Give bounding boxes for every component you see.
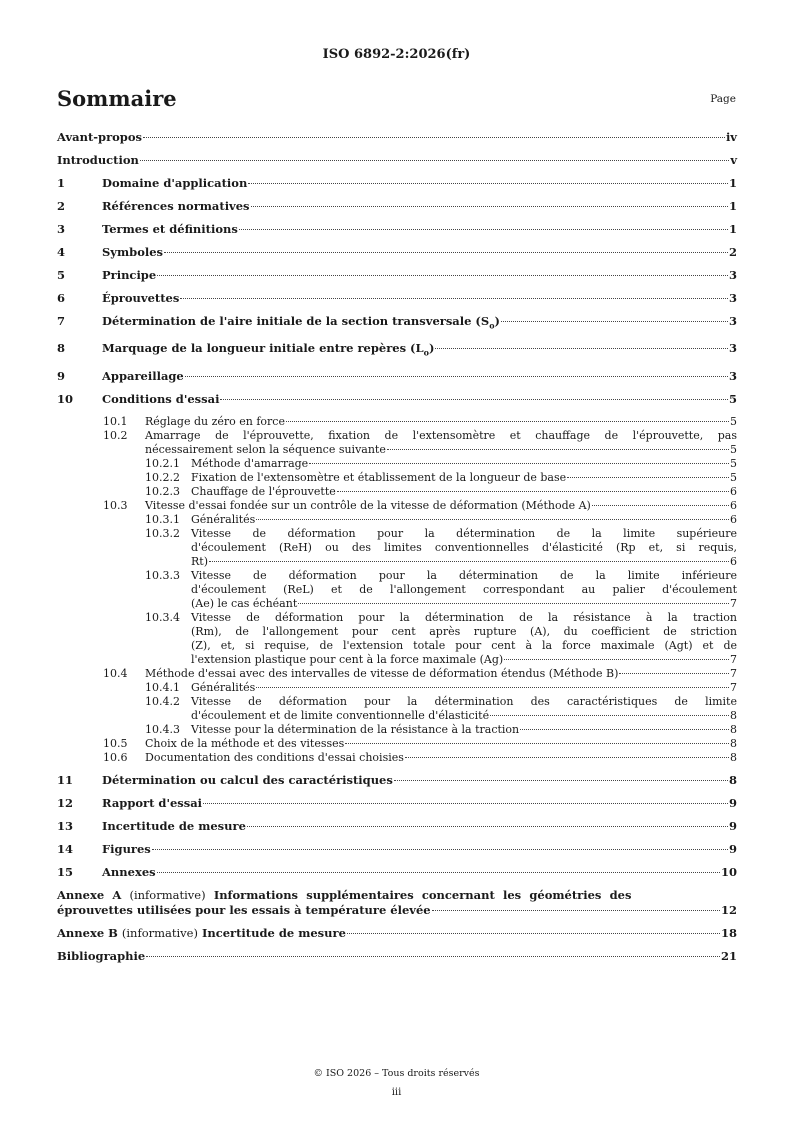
dot-leader bbox=[298, 603, 729, 604]
toc-page-number: 3 bbox=[728, 291, 737, 305]
toc-entry[interactable] bbox=[57, 723, 737, 737]
toc-entry[interactable] bbox=[57, 569, 737, 611]
toc-entry-number: 5 bbox=[57, 268, 66, 282]
toc-entry[interactable] bbox=[57, 457, 737, 471]
toc-entry[interactable] bbox=[57, 369, 737, 384]
toc-entry[interactable] bbox=[57, 888, 737, 918]
toc-page-number: 8 bbox=[728, 772, 737, 787]
toc-entry-number: 12 bbox=[57, 795, 74, 810]
dot-leader bbox=[345, 743, 729, 744]
dot-leader bbox=[501, 321, 728, 322]
table-of-contents bbox=[57, 130, 737, 972]
toc-page-number: 6 bbox=[730, 498, 737, 512]
toc-entry-number: 10.4.3 bbox=[145, 722, 180, 736]
dot-leader bbox=[286, 421, 729, 422]
toc-entry-number: 10.3.4 bbox=[145, 610, 180, 624]
toc-entry[interactable] bbox=[57, 291, 737, 306]
toc-entry-title: Généralités bbox=[191, 512, 256, 526]
dot-leader bbox=[504, 659, 729, 660]
toc-entry[interactable] bbox=[57, 268, 737, 283]
toc-entry[interactable] bbox=[57, 842, 737, 857]
toc-entry[interactable] bbox=[57, 222, 737, 237]
dot-leader bbox=[490, 715, 729, 716]
page-number: iii bbox=[391, 1087, 402, 1098]
toc-entry-number: 10.5 bbox=[103, 736, 128, 750]
toc-entry-title: Rt) bbox=[191, 554, 208, 568]
toc-page-number: 8 bbox=[730, 736, 737, 750]
toc-entry-number: 10.4 bbox=[103, 666, 128, 680]
toc-entry[interactable] bbox=[57, 865, 737, 880]
toc-entry-title: Vitesse de déformation pour la détermination de la résistance à la traction bbox=[191, 610, 737, 624]
toc-entry-title-end: ) bbox=[428, 341, 435, 356]
toc-entry-number: 10.3 bbox=[103, 498, 128, 512]
dot-leader bbox=[394, 780, 728, 781]
toc-entry-title: d'écoulement (ReL) et de l'allongement correspondant au palier d'écoulement bbox=[191, 582, 737, 596]
toc-entry-title: Chauffage de l'éprouvette bbox=[191, 484, 336, 498]
toc-entry[interactable] bbox=[57, 392, 737, 407]
toc-entry-number: 10.3.2 bbox=[145, 526, 180, 540]
toc-page-number: 1 bbox=[728, 176, 737, 190]
toc-entry-title: Détermination ou calcul des caractéristiques bbox=[102, 772, 393, 787]
toc-entry[interactable] bbox=[57, 471, 737, 485]
toc-page-number: 6 bbox=[730, 484, 737, 498]
toc-page-number: 1 bbox=[728, 199, 737, 213]
toc-entry-title: Méthode d'amarrage bbox=[191, 456, 309, 470]
toc-entry-number: 14 bbox=[57, 841, 74, 856]
dot-leader bbox=[567, 477, 729, 478]
toc-entry[interactable] bbox=[57, 314, 737, 333]
dot-leader bbox=[405, 757, 729, 758]
toc-page-number: 3 bbox=[728, 341, 737, 356]
toc-entry-title: l'extension plastique pour cent à la force maximale (Ag) bbox=[191, 652, 504, 666]
toc-entry-title-end: ) bbox=[494, 314, 500, 328]
dot-leader bbox=[347, 933, 720, 934]
toc-page-number: 18 bbox=[720, 925, 737, 940]
dot-leader bbox=[157, 872, 720, 873]
toc-page-number: 6 bbox=[730, 512, 737, 526]
toc-entry[interactable] bbox=[57, 130, 737, 145]
toc-entry-title: Principe bbox=[102, 268, 157, 282]
annex-kind: (informative) bbox=[129, 887, 206, 902]
toc-entry-title: (Z), et, si requise, de l'extension totale pour cent à la force maximale (Agt) et de bbox=[191, 638, 737, 652]
toc-entry-subscript: o bbox=[423, 347, 429, 358]
toc-entry-title: Vitesse de déformation pour la détermination des caractéristiques de limite bbox=[191, 694, 737, 708]
toc-entry-number: 10.4.1 bbox=[145, 680, 180, 694]
toc-entry-title: Informations supplémentaires concernant les géométries des bbox=[213, 887, 632, 902]
toc-page-number: 5 bbox=[730, 470, 737, 484]
toc-entry[interactable] bbox=[57, 773, 737, 788]
toc-entry[interactable] bbox=[57, 429, 737, 457]
toc-entry-title: Introduction bbox=[57, 153, 139, 167]
toc-entry-title: Amarrage de l'éprouvette, fixation de l'extensomètre et chauffage de l'éprouvette, pas bbox=[145, 428, 737, 442]
toc-entry-title: Détermination de l'aire initiale de la section transversale (S bbox=[102, 314, 490, 328]
toc-entry-number: 6 bbox=[57, 291, 66, 305]
toc-entry-number: 10.2.1 bbox=[145, 456, 180, 470]
toc-entry-number: 11 bbox=[57, 772, 74, 787]
toc-entry[interactable] bbox=[57, 695, 737, 723]
toc-page-number: 8 bbox=[730, 722, 737, 736]
toc-entry-number: 10.1 bbox=[103, 414, 128, 428]
toc-entry-title: Documentation des conditions d'essai choisies bbox=[145, 750, 404, 764]
toc-entry[interactable] bbox=[57, 499, 737, 513]
toc-entry[interactable] bbox=[57, 527, 737, 569]
toc-entry[interactable] bbox=[57, 513, 737, 527]
copyright-notice: © ISO 2026 – Tous droits réservés bbox=[313, 1068, 480, 1079]
dot-leader bbox=[185, 376, 728, 377]
toc-entry-number: 10.6 bbox=[103, 750, 128, 764]
toc-entry[interactable] bbox=[57, 681, 737, 695]
toc-entry-title: Appareillage bbox=[102, 368, 184, 383]
toc-entry-title: Méthode d'essai avec des intervalles de vitesse de déformation étendus (Méthode B) bbox=[145, 666, 619, 680]
dot-leader bbox=[337, 491, 729, 492]
toc-entry[interactable] bbox=[57, 199, 737, 214]
toc-page-number: 8 bbox=[730, 708, 737, 722]
standard-identifier: ISO 6892-2:2026(fr) bbox=[322, 47, 471, 62]
toc-entry[interactable] bbox=[57, 819, 737, 834]
toc-page-number: 3 bbox=[728, 268, 737, 282]
toc-entry[interactable] bbox=[57, 926, 737, 941]
toc-entry-title: Éprouvettes bbox=[102, 291, 180, 305]
toc-entry-number: 3 bbox=[57, 222, 66, 236]
toc-entry-number: 9 bbox=[57, 368, 66, 383]
annex-kind: (informative) bbox=[121, 925, 198, 940]
toc-entry-title: Vitesse pour la détermination de la résistance à la traction bbox=[191, 722, 520, 736]
toc-entry-number: 7 bbox=[57, 314, 66, 328]
dot-leader bbox=[309, 463, 729, 464]
toc-page-number: 9 bbox=[728, 818, 737, 833]
toc-entry-number: 4 bbox=[57, 245, 66, 259]
toc-entry-title: Vitesse de déformation pour la détermination de la limite inférieure bbox=[191, 568, 737, 582]
toc-entry-number: 1 bbox=[57, 176, 66, 190]
toc-entry-title: Avant-propos bbox=[57, 130, 142, 144]
toc-entry-number: 8 bbox=[57, 341, 66, 356]
toc-page-number: 21 bbox=[720, 948, 737, 963]
dot-leader bbox=[256, 687, 729, 688]
toc-entry-title: Figures bbox=[102, 841, 151, 856]
toc-page-number: 2 bbox=[728, 245, 737, 259]
toc-entry-title: Bibliographie bbox=[57, 948, 146, 963]
toc-page-number: 7 bbox=[730, 652, 737, 666]
annex-label: Annexe B bbox=[57, 925, 118, 940]
toc-entry-title: éprouvettes utilisées pour les essais à température élevée bbox=[57, 902, 431, 917]
dot-leader bbox=[251, 206, 728, 207]
toc-entry-title: Vitesse d'essai fondée sur un contrôle de la vitesse de déformation (Méthode A) bbox=[145, 498, 591, 512]
dot-leader bbox=[520, 729, 729, 730]
toc-entry-number: 10.2.2 bbox=[145, 470, 180, 484]
toc-entry-title: Choix de la méthode et des vitesses bbox=[145, 736, 345, 750]
dot-leader bbox=[239, 229, 728, 230]
toc-entry-title: d'écoulement et de limite conventionnelle d'élasticité bbox=[191, 708, 490, 722]
toc-page-number: v bbox=[730, 153, 737, 167]
toc-page-number: 1 bbox=[728, 222, 737, 236]
toc-page-number: 8 bbox=[730, 750, 737, 764]
toc-page-number: 3 bbox=[728, 314, 737, 328]
toc-entry-title: (Rm), de l'allongement pour cent après rupture (A), du coefficient de striction bbox=[191, 624, 737, 638]
dot-leader bbox=[157, 275, 728, 276]
toc-entry-title: Domaine d'application bbox=[102, 176, 248, 190]
dot-leader bbox=[209, 561, 729, 562]
dot-leader bbox=[592, 505, 729, 506]
toc-entry[interactable] bbox=[57, 667, 737, 681]
toc-entry-number: 10.2 bbox=[103, 428, 128, 442]
dot-leader bbox=[387, 449, 729, 450]
toc-entry-title: Incertitude de mesure bbox=[102, 818, 246, 833]
dot-leader bbox=[146, 956, 720, 957]
dot-leader bbox=[203, 803, 728, 804]
toc-page-number: 5 bbox=[730, 442, 737, 456]
toc-page-number: 7 bbox=[730, 666, 737, 680]
dot-leader bbox=[164, 252, 728, 253]
toc-entry-title: Réglage du zéro en force bbox=[145, 414, 285, 428]
toc-entry[interactable] bbox=[57, 415, 737, 429]
toc-page-number: 5 bbox=[730, 456, 737, 470]
toc-page-number: 9 bbox=[728, 795, 737, 810]
toc-entry[interactable] bbox=[57, 153, 737, 168]
dot-leader bbox=[180, 298, 728, 299]
toc-entry-title: Symboles bbox=[102, 245, 164, 259]
dot-leader bbox=[143, 137, 725, 138]
toc-page-number: 5 bbox=[728, 391, 737, 406]
toc-page-number: 3 bbox=[728, 368, 737, 383]
toc-entry-title: Références normatives bbox=[102, 199, 250, 213]
toc-entry-number: 10.4.2 bbox=[145, 694, 180, 708]
toc-header bbox=[57, 86, 736, 116]
toc-page-number: 7 bbox=[730, 596, 737, 610]
toc-entry-title: Termes et définitions bbox=[102, 222, 238, 236]
dot-leader bbox=[432, 910, 720, 911]
toc-entry-title: Rapport d'essai bbox=[102, 795, 203, 810]
toc-title: Sommaire bbox=[57, 86, 177, 111]
toc-entry[interactable] bbox=[57, 796, 737, 811]
dot-leader bbox=[248, 183, 728, 184]
toc-entry-title: (Ae) le cas échéant bbox=[191, 596, 298, 610]
toc-entry-number: 10.2.3 bbox=[145, 484, 180, 498]
toc-entry-number: 13 bbox=[57, 818, 74, 833]
toc-entry-title: d'écoulement (ReH) ou des limites conventionnelles d'élasticité (Rp et, si requis, bbox=[191, 540, 737, 554]
toc-entry[interactable] bbox=[57, 341, 737, 360]
dot-leader bbox=[247, 826, 728, 827]
dot-leader bbox=[435, 348, 728, 349]
toc-entry-number: 10.3.1 bbox=[145, 512, 180, 526]
annex-label: Annexe A bbox=[57, 887, 122, 902]
toc-page-number: 7 bbox=[730, 680, 737, 694]
toc-entry-title: Annexes bbox=[102, 864, 156, 879]
toc-page-number: iv bbox=[725, 130, 737, 144]
toc-entry-number: 15 bbox=[57, 864, 74, 879]
dot-leader bbox=[140, 160, 729, 161]
toc-entry-title: nécessairement selon la séquence suivante bbox=[145, 442, 386, 456]
toc-page-number: 12 bbox=[720, 902, 737, 917]
dot-leader bbox=[152, 849, 728, 850]
toc-entry[interactable] bbox=[57, 751, 737, 765]
toc-entry-number: 2 bbox=[57, 199, 66, 213]
toc-entry-title: Conditions d'essai bbox=[102, 391, 220, 406]
toc-entry-title: Généralités bbox=[191, 680, 256, 694]
toc-entry[interactable] bbox=[57, 245, 737, 260]
toc-entry-subscript: o bbox=[489, 320, 495, 331]
toc-entry[interactable] bbox=[57, 611, 737, 667]
toc-entry-title: Fixation de l'extensomètre et établissement de la longueur de base bbox=[191, 470, 567, 484]
toc-page-number: 9 bbox=[728, 841, 737, 856]
toc-entry[interactable] bbox=[57, 176, 737, 191]
dot-leader bbox=[220, 399, 728, 400]
toc-entry-title: Vitesse de déformation pour la détermination de la limite supérieure bbox=[191, 526, 737, 540]
toc-entry[interactable] bbox=[57, 737, 737, 751]
toc-entry[interactable] bbox=[57, 485, 737, 499]
toc-entry[interactable] bbox=[57, 949, 737, 964]
toc-entry-title: Marquage de la longueur initiale entre repères (L bbox=[102, 341, 424, 356]
toc-entry-title: Incertitude de mesure bbox=[202, 925, 346, 940]
page-column-label: Page bbox=[710, 93, 736, 105]
toc-entry-number: 10 bbox=[57, 391, 74, 406]
toc-page-number: 5 bbox=[730, 414, 737, 428]
toc-page-number: 6 bbox=[730, 554, 737, 568]
toc-page-number: 10 bbox=[720, 864, 737, 879]
dot-leader bbox=[256, 519, 729, 520]
toc-entry-number: 10.3.3 bbox=[145, 568, 180, 582]
dot-leader bbox=[619, 673, 729, 674]
